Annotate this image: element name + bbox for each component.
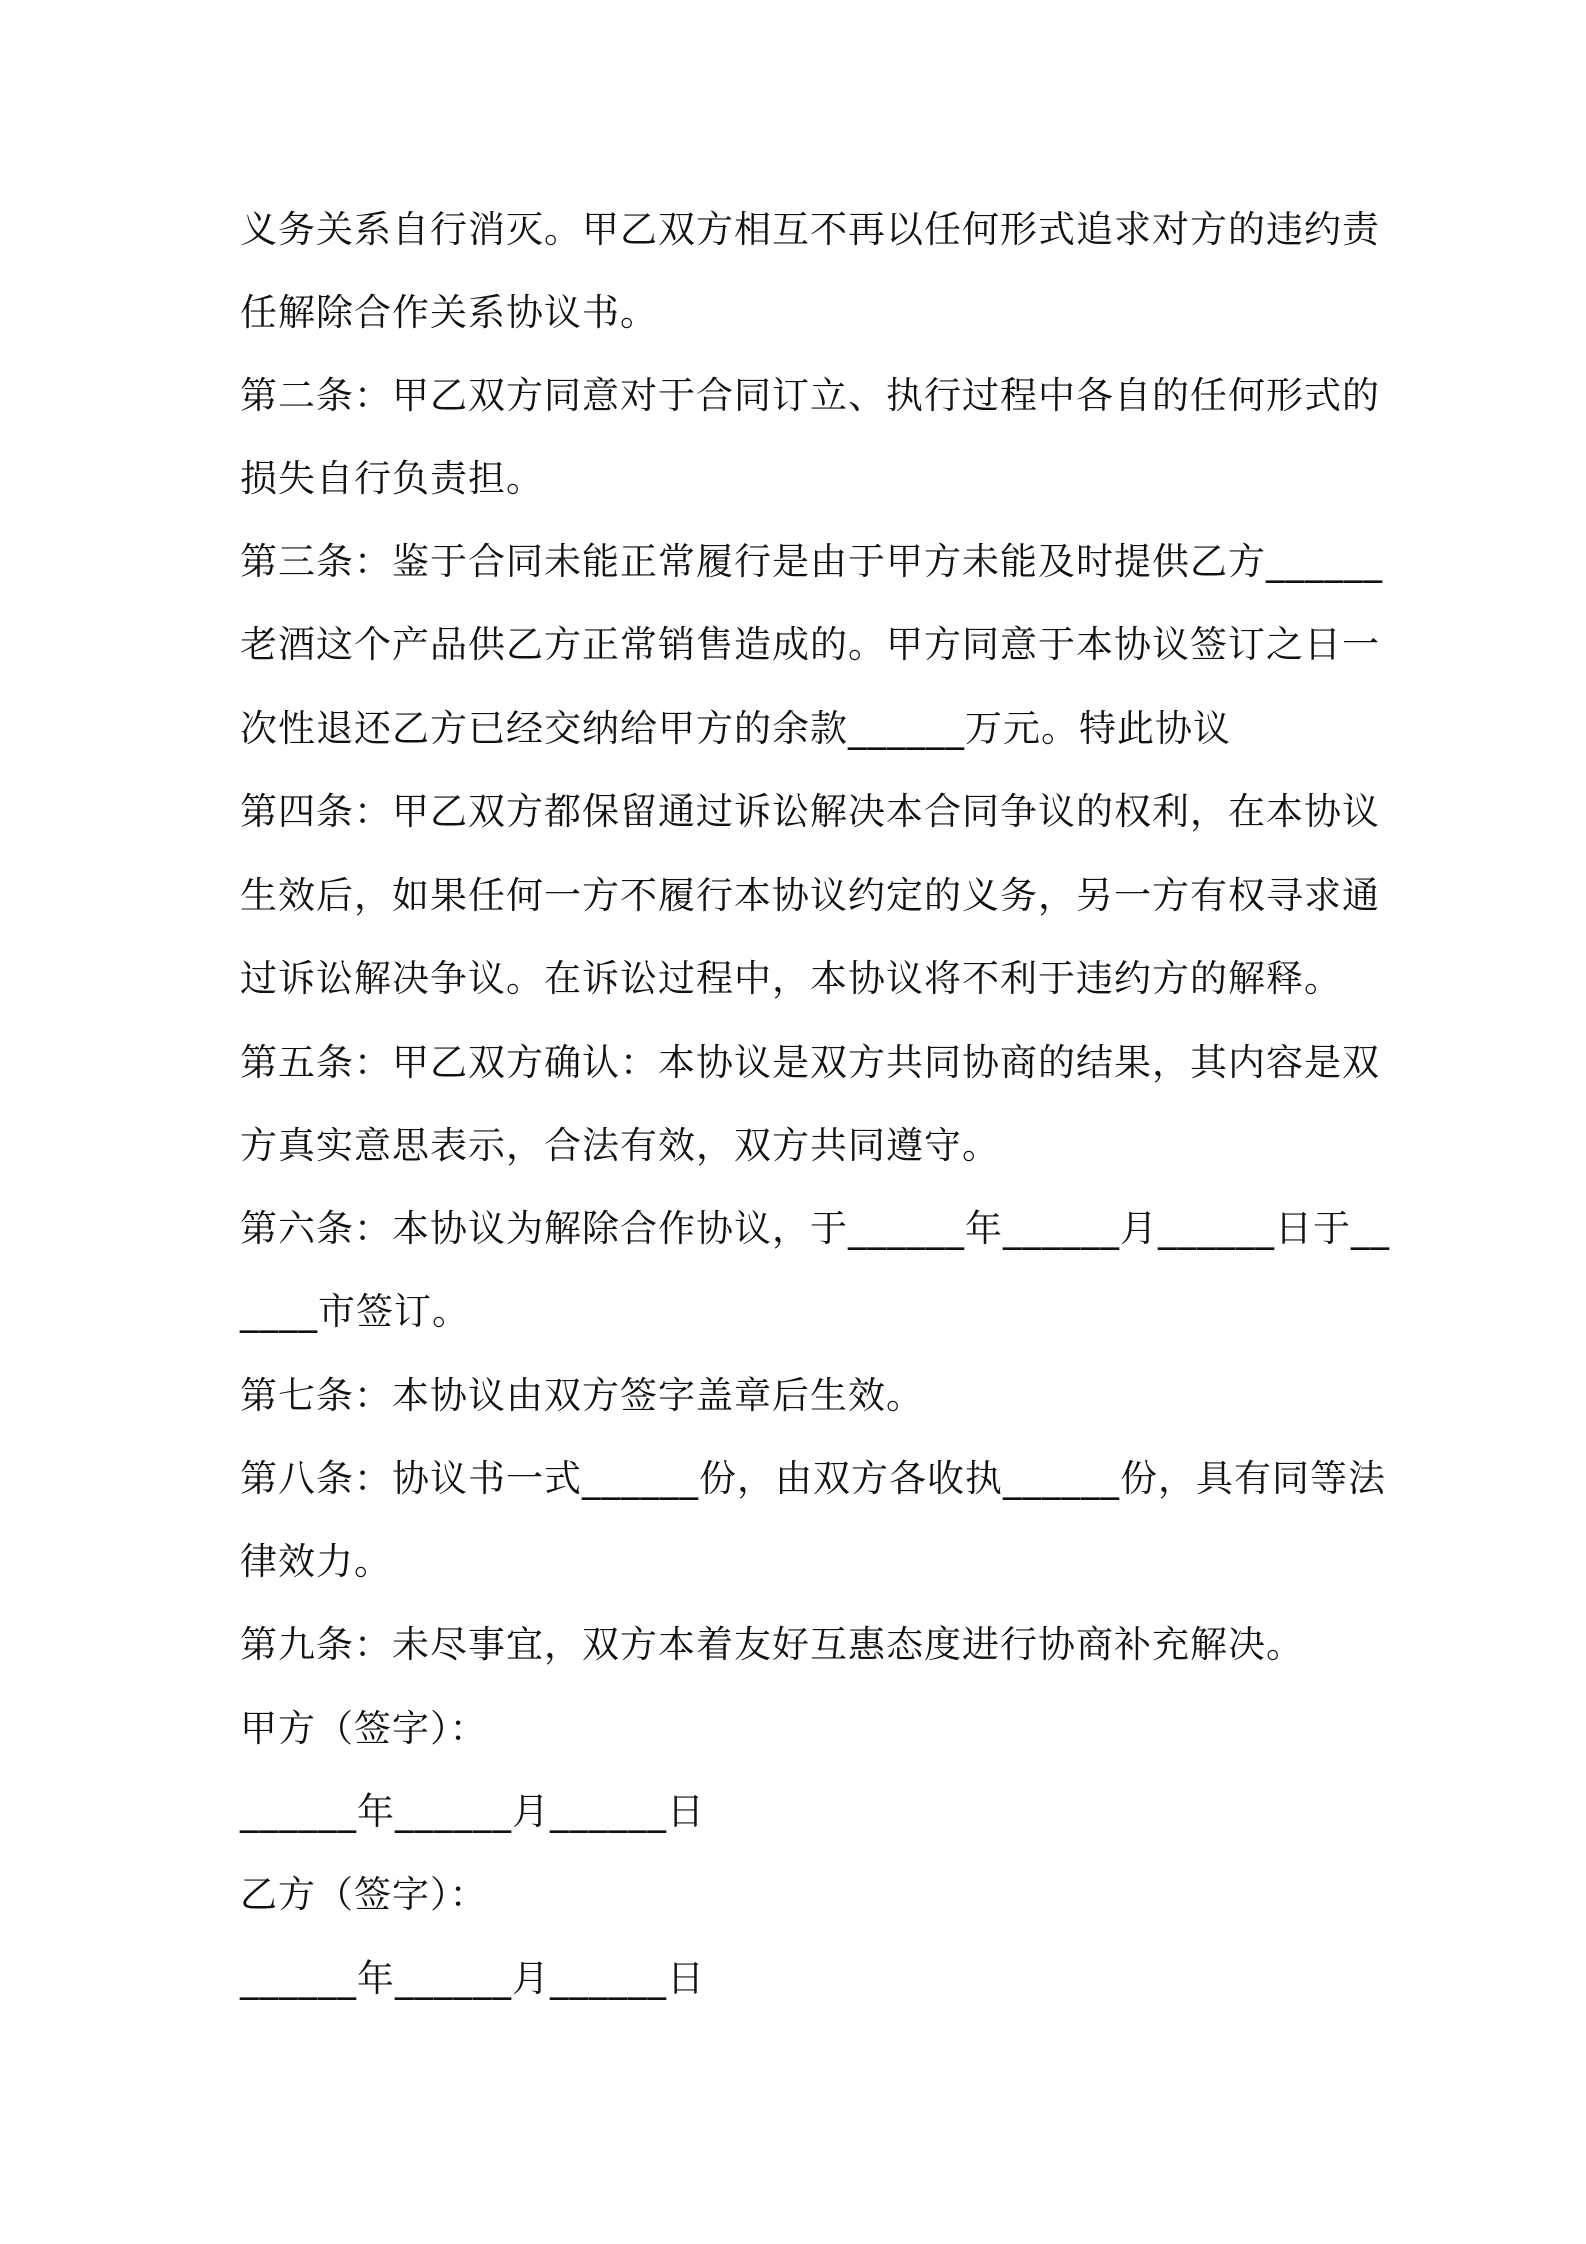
text-line: 过诉讼解决争议。在诉讼过程中，本协议将不利于违约方的解释。: [240, 957, 1342, 1000]
signature-label-party-b: 乙方（签字）：: [240, 1873, 488, 1916]
text-line: 生效后，如果任何一方不履行本协议约定的义务，另一方有权寻求通: [240, 874, 1380, 917]
text-line: 第九条：未尽事宜，双方本着友好互惠态度进行协商补充解决。: [240, 1623, 1304, 1666]
text-line: 律效力。: [240, 1540, 392, 1583]
text-line: 义务关系自行消灭。甲乙双方相互不再以任何形式追求对方的违约责: [240, 208, 1380, 251]
text-line: 次性退还乙方已经交纳给甲方的余款______万元。特此协议: [240, 707, 1231, 750]
text-line: 第二条：甲乙双方同意对于合同订立、执行过程中各自的任何形式的: [240, 374, 1380, 417]
text-line: 第四条：甲乙双方都保留通过诉讼解决本合同争议的权利，在本协议: [240, 790, 1380, 833]
date-line-party-b: ______年______月______日: [240, 1957, 705, 2000]
text-line: 任解除合作关系协议书。: [240, 291, 658, 334]
text-line: 第八条：协议书一式______份，由双方各收执______份，具有同等法: [240, 1457, 1386, 1500]
text-line: ____市签订。: [240, 1290, 470, 1333]
text-line: 方真实意思表示，合法有效，双方共同遵守。: [240, 1124, 1000, 1167]
text-line: 第六条：本协议为解除合作协议，于______年______月______日于__: [240, 1207, 1390, 1250]
signature-label-party-a: 甲方（签字）：: [240, 1707, 488, 1750]
text-line: 损失自行负责担。: [240, 457, 544, 500]
date-line-party-a: ______年______月______日: [240, 1790, 705, 1833]
text-line: 老酒这个产品供乙方正常销售造成的。甲方同意于本协议签订之日一: [240, 623, 1380, 666]
text-line: 第三条：鉴于合同未能正常履行是由于甲方未能及时提供乙方______: [240, 540, 1383, 583]
text-line: 第五条：甲乙双方确认：本协议是双方共同协商的结果，其内容是双: [240, 1041, 1380, 1084]
text-line: 第七条：本协议由双方签字盖章后生效。: [240, 1374, 924, 1417]
